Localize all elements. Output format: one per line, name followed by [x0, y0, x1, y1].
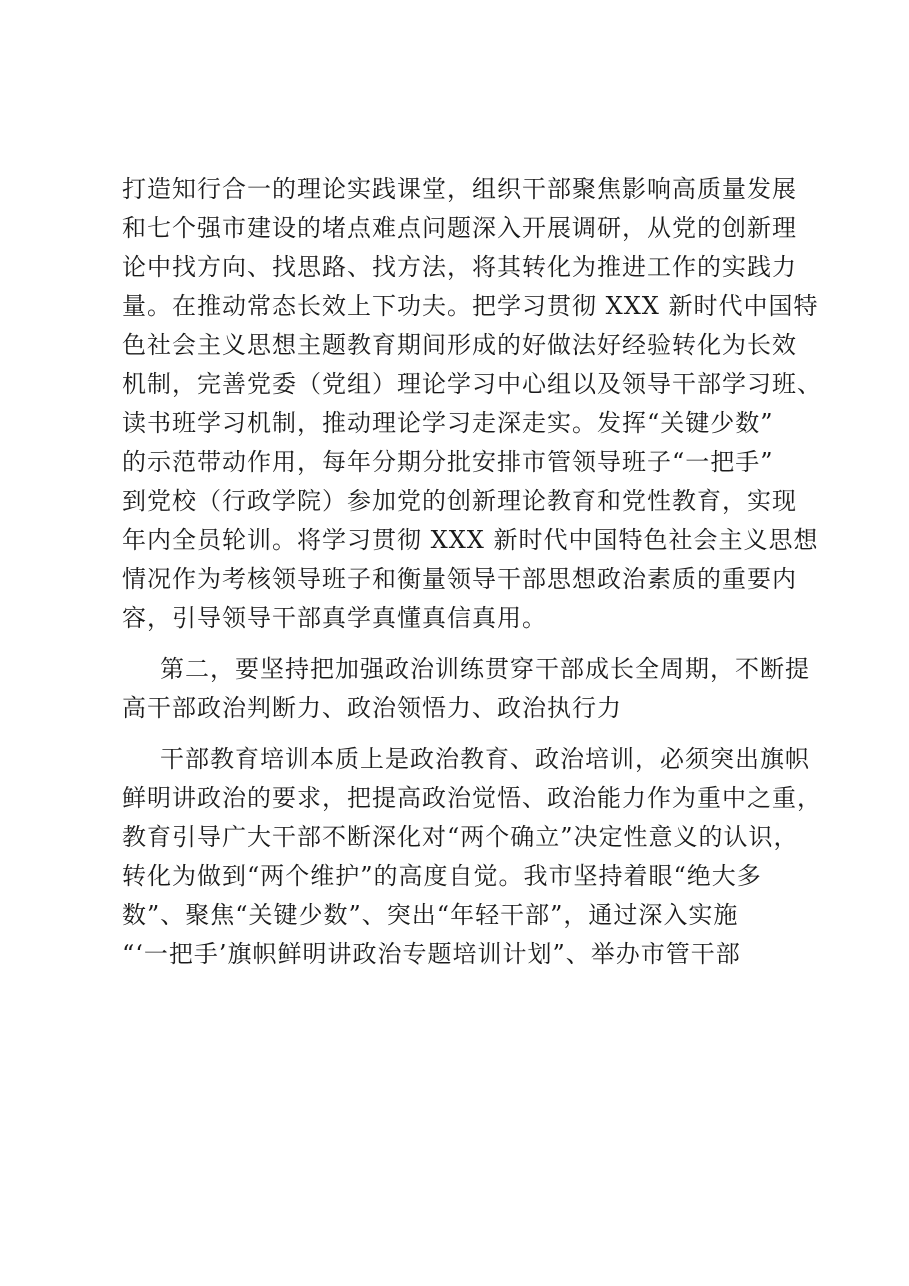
text-line: 容，引导领导干部真学真懂真信真用。	[122, 604, 547, 632]
document-body	[122, 170, 822, 974]
text-line: 教育引导广大干部不断深化对“两个确立”决定性意义的认识，	[122, 823, 799, 851]
text-line: 干部教育培训本质上是政治教育、政治培训，必须突出旗帜	[160, 745, 810, 773]
text-line: 鲜明讲政治的要求，把提高政治觉悟、政治能力作为重中之重，	[122, 784, 822, 812]
text-line: 数”、聚焦“关键少数”、突出“年轻干部”，通过深入实施	[122, 901, 739, 929]
text-line: 年内全员轮训。将学习贯彻 XXX 新时代中国特色社会主义思想	[122, 526, 819, 554]
text-line: 的示范带动作用，每年分期分批安排市管领导班子“一把手”	[122, 448, 774, 476]
text-line: 转化为做到“两个维护”的高度自觉。我市坚持着眼“绝大多	[122, 862, 762, 890]
text-line: “‘一把手’旗帜鲜明讲政治专题培训计划”、举办市管干部	[122, 940, 741, 968]
text-line: 读书班学习机制，推动理论学习走深走实。发挥“关键少数”	[122, 409, 774, 437]
text-line: 论中找方向、找思路、找方法，将其转化为推进工作的实践力	[122, 253, 797, 281]
section-heading-2	[122, 650, 810, 728]
text-line: 色社会主义思想主题教育期间形成的好做法好经验转化为长效	[122, 331, 797, 359]
text-line: 到党校（行政学院）参加党的创新理论教育和党性教育，实现	[122, 487, 797, 515]
text-line: 情况作为考核领导班子和衡量领导干部思想政治素质的重要内	[122, 565, 797, 593]
text-line: 和七个强市建设的堵点难点问题深入开展调研，从党的创新理	[122, 214, 797, 242]
heading-line: 第二，要坚持把加强政治训练贯穿干部成长全周期，不断提	[160, 655, 810, 683]
heading-line: 高干部政治判断力、政治领悟力、政治执行力	[122, 694, 622, 722]
paragraph-1	[122, 170, 822, 638]
text-line: 机制，完善党委（党组）理论学习中心组以及领导干部学习班、	[122, 370, 822, 398]
text-line: 量。在推动常态长效上下功夫。把学习贯彻 XXX 新时代中国特	[122, 292, 819, 320]
text-line: 打造知行合一的理论实践课堂，组织干部聚焦影响高质量发展	[122, 175, 797, 203]
paragraph-3	[122, 740, 822, 974]
